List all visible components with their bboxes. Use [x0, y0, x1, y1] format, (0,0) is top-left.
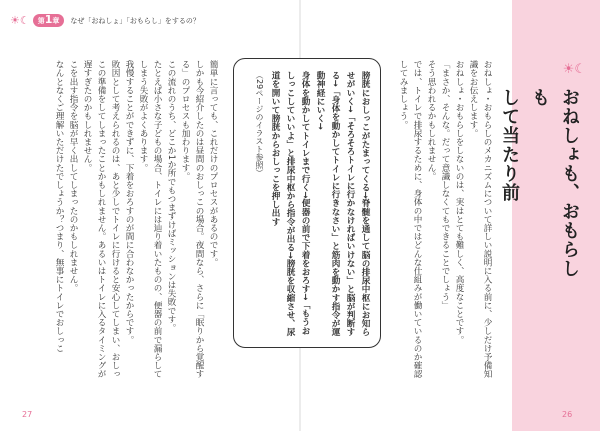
paragraph: 敗因として考えられるのは、あと少しでトイレに行けると安心してしまい、おしっこの準備をしてしまったことかもしれません。あるいはトイレに入るタイミングが遅すぎたのかもしれません。: [82, 60, 120, 379]
process-box: [233, 58, 381, 348]
right-body-text: [392, 60, 494, 384]
section-heading: [499, 54, 600, 394]
sun-moon-icon: ☀☾: [562, 62, 586, 77]
section-heading-text: [494, 88, 584, 288]
chapter-badge-suffix: 章: [52, 17, 60, 25]
process-line: 膀胱におしっこがたまってくる→脊髄を通して脳の排尿中枢にお知らせがいく→「そろそろトイレに行かなければいけない」と脳が判断する→「身体を動かしてトイレに行きなさい」と筋肉を動かす指令が運動神経にいく→: [315, 71, 370, 337]
paragraph: おねしょ・おもらしをしないのは、実はとても難しく、高度なことです。: [454, 60, 464, 344]
paragraph: 我慢することができずに、下着をおろすのが間に合わなかったからです。: [124, 60, 134, 344]
paragraph: この流れのうち、どこか1か所でもつまずけばミッションは失敗です。: [166, 60, 176, 333]
paragraph: 簡単に言っても、これだけのプロセスがあるのです。: [208, 60, 218, 267]
chapter-number: 1: [44, 13, 53, 26]
paragraph: しかも今紹介したのは昼間のおしっこの場合。夜間なら、さらに「眠りから覚醒する」のプロセスも加わります。: [180, 60, 204, 379]
process-note: （29ページのイラスト参照）: [255, 71, 264, 178]
process-line: 身体を動かしてトイレまで行く→便器の前で下着をおろす→「もうおしっこしていいよ」と排尿中枢から指令が出る→膀胱を収縮させ、尿道を開いて膀胱からおしっこを押し出す: [270, 71, 310, 337]
heading-line: おねしょも、おもらしも: [529, 88, 580, 278]
paragraph: たとえば小さな子どもの場合、トイレには辿り着いたものの、便器の前で漏らしてしまう失敗がよくあります。: [138, 60, 162, 379]
paragraph: こを出す指令を脳が早く出してしまったのかもしれません。: [68, 60, 78, 293]
paragraph: おねしょ・おもらしのメカニズムについて詳しい説明に入る前に、少しだけ予備知識をお伝えします。: [468, 60, 492, 379]
process-box-text: [252, 71, 372, 339]
chapter-title: なぜ「おねしょ」「おもらし」をするの？: [70, 16, 200, 25]
paragraph: そう思われるかもしれません。: [426, 60, 436, 181]
paragraph: 「まさか、そんな。だって意識しなくてもできることでしょう」: [440, 60, 450, 310]
chapter-badge-prefix: 第: [37, 17, 45, 25]
heading-line: して当たり前: [499, 88, 520, 202]
page-number-left: 27: [22, 410, 33, 419]
paragraph: では、トイレで排尿するために、身体の中ではどんな仕組みが働いているのか確認してみましょう。: [398, 60, 422, 379]
chapter-header: [10, 14, 200, 27]
paragraph: なんとなくご理解いただけたでしょうか？つまり、無事にトイレでおしっこ: [54, 60, 64, 353]
page-number-right: 26: [562, 410, 573, 419]
sun-moon-icon: ☀☾: [10, 14, 30, 27]
chapter-badge: [33, 14, 65, 27]
left-body-text: [14, 60, 220, 384]
